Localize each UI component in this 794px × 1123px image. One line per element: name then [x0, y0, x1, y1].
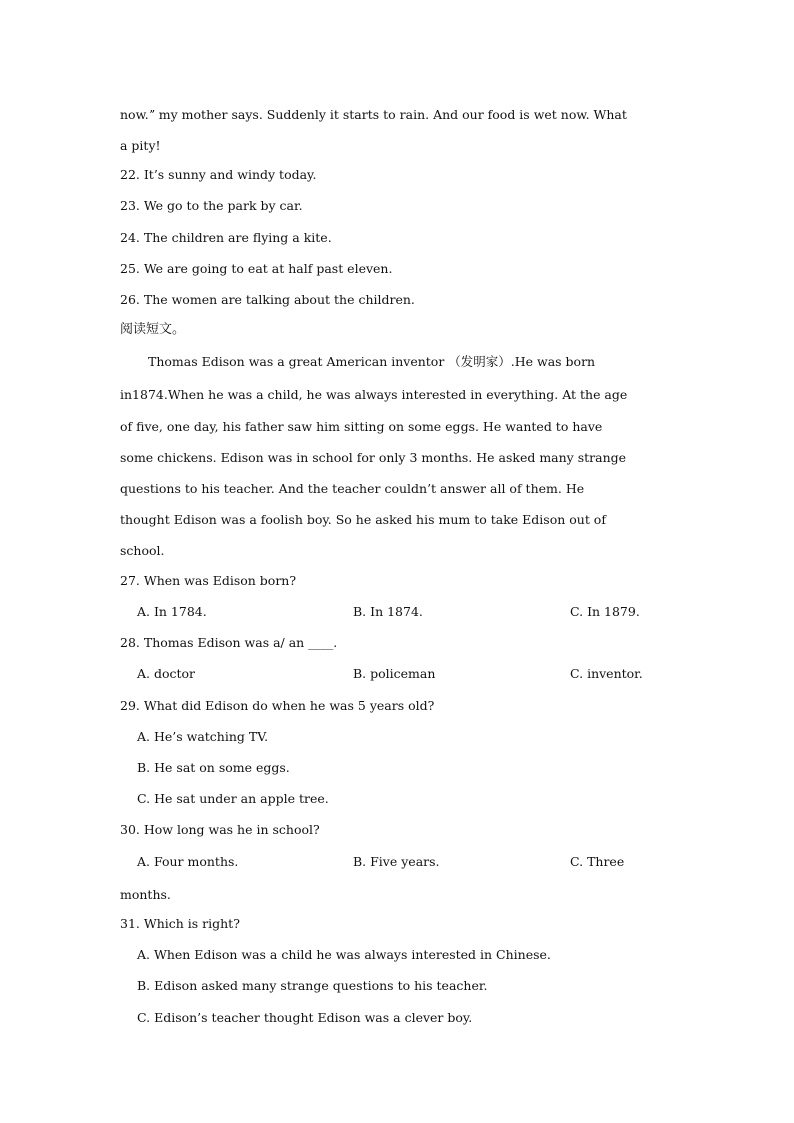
option-b: B. In 1874.: [353, 604, 423, 619]
question-27: 27. When was Edison born?: [120, 573, 297, 588]
reading-heading: 阅读短文。: [120, 322, 186, 337]
option-a: A. When Edison was a child he was always interested in Chinese.: [137, 947, 551, 962]
option-c: C. inventor.: [570, 666, 643, 681]
passage-line: a pity!: [120, 138, 161, 153]
option-a: A. In 1784.: [137, 604, 207, 619]
statement-24: 24. The children are flying a kite.: [120, 230, 332, 245]
question-30: 30. How long was he in school?: [120, 822, 320, 837]
paragraph-line: school.: [120, 543, 165, 558]
option-b: B. He sat on some eggs.: [137, 760, 290, 775]
option-a: A. He’s watching TV.: [137, 729, 269, 744]
option-a: A. doctor: [137, 666, 196, 681]
paragraph-line: Thomas Edison was a great American inventor （发明家）.He was born: [148, 354, 596, 369]
statement-25: 25. We are going to eat at half past eleven.: [120, 261, 393, 276]
option-b: B. policeman: [353, 666, 436, 681]
option-b: B. Edison asked many strange questions to his teacher.: [137, 978, 488, 993]
option-c: C. Edison’s teacher thought Edison was a clever boy.: [137, 1010, 473, 1025]
paragraph-line: questions to his teacher. And the teacher couldn’t answer all of them. He: [120, 481, 585, 496]
paragraph-line: in1874.When he was a child, he was always interested in everything. At the age: [120, 387, 628, 402]
option-a: A. Four months.: [137, 854, 239, 869]
statement-22: 22. It’s sunny and windy today.: [120, 167, 317, 182]
statement-26: 26. The women are talking about the children.: [120, 292, 415, 307]
option-c: C. In 1879.: [570, 604, 640, 619]
paragraph-line: some chickens. Edison was in school for only 3 months. He asked many strange: [120, 450, 627, 465]
question-29: 29. What did Edison do when he was 5 years old?: [120, 698, 435, 713]
option-b: B. Five years.: [353, 854, 440, 869]
question-28: 28. Thomas Edison was a/ an ____.: [120, 635, 338, 650]
paragraph-line: of five, one day, his father saw him sitting on some eggs. He wanted to have: [120, 419, 603, 434]
option-c: C. He sat under an apple tree.: [137, 791, 329, 806]
passage-line: now.ˮ my mother says. Suddenly it starts to rain. And our food is wet now. What: [120, 107, 627, 122]
option-c-continuation: months.: [120, 887, 171, 902]
statement-23: 23. We go to the park by car.: [120, 198, 303, 213]
option-c: C. Three: [570, 854, 625, 869]
paragraph-line: thought Edison was a foolish boy. So he asked his mum to take Edison out of: [120, 512, 606, 527]
question-31: 31. Which is right?: [120, 916, 240, 931]
